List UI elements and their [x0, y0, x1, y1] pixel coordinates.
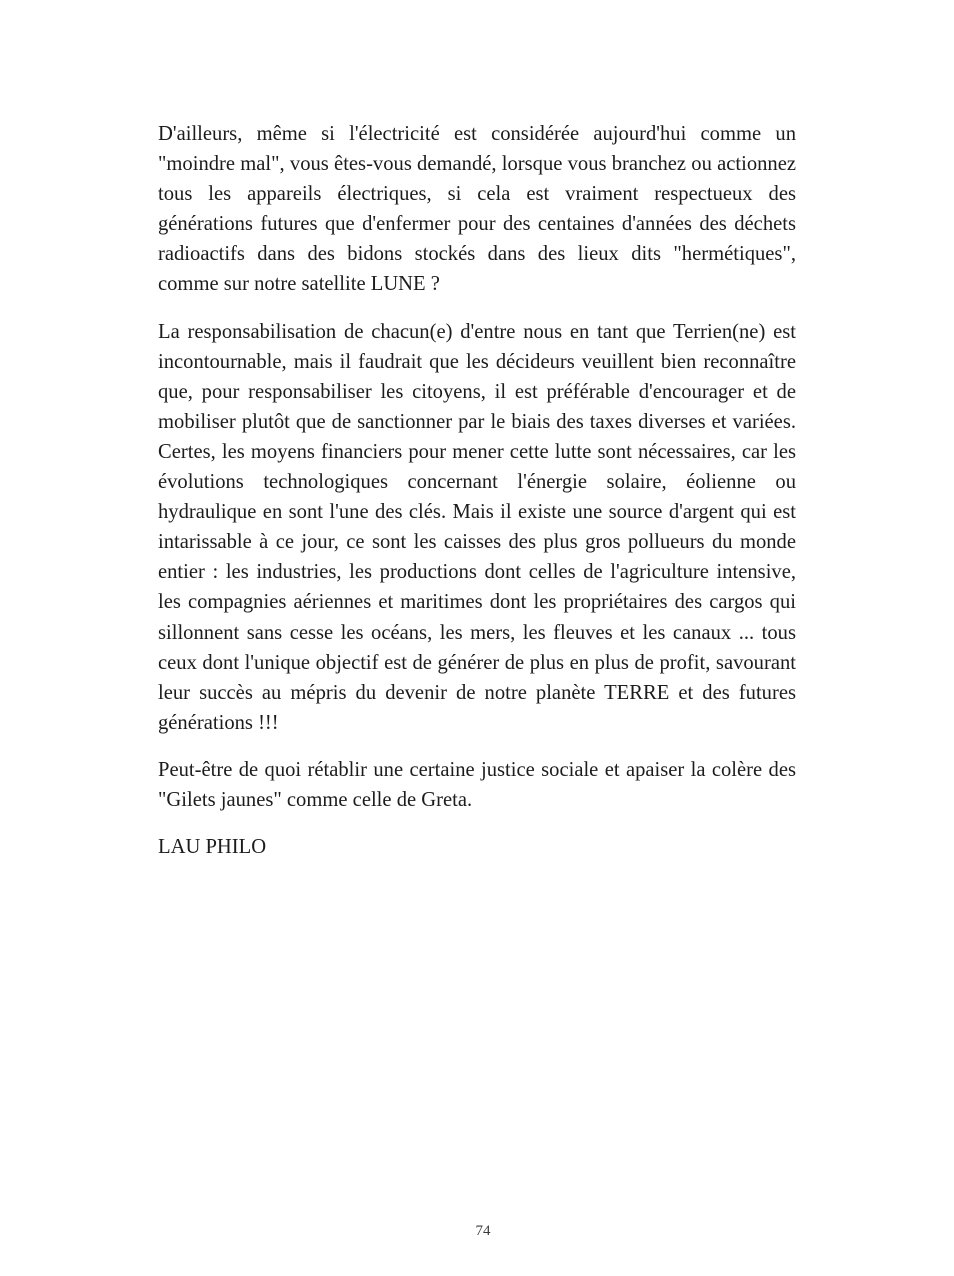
page-number: 74	[475, 1223, 491, 1239]
paragraph-electricity: D'ailleurs, même si l'électricité est considérée aujourd'hui comme un "moindre mal", vous êtes-vous demandé, lorsque vous branchez ou actionnez tous les appareils électriques, si cela est vraiment respectueux des générations futures que d'enfermer pour des centaines d'années des déchets radioactifs dans des bidons stockés dans des lieux dits "hermétiques", comme sur notre satellite LUNE ?	[158, 123, 796, 296]
paragraph-responsibility: La responsabilisation de chacun(e) d'entre nous en tant que Terrien(ne) est incontournable, mais il faudrait que les décideurs veuillent bien reconnaître que, pour responsabiliser les citoyens, il est préférable d'encourager et de mobiliser plutôt que de sanctionner par le biais des taxes diverses et variées. Certes, les moyens financiers pour mener cette lutte sont nécessaires, car les évolutions technologiques concernant l'énergie solaire, éolienne ou hydraulique en sont l'une des clés. Mais il existe une source d'argent qui est intarissable à ce jour, ce sont les caisses des plus gros pollueurs du monde entier : les industries, les productions dont celles de l'agriculture intensive, les compagnies aériennes et maritimes dont les propriétaires des cargos qui sillonnent sans cesse les océans, les mers, les fleuves et les canaux ... tous ceux dont l'unique objectif est de générer de plus en plus de profit, savourant leur succès au mépris du devenir de notre planète TERRE et des futures générations !!!	[158, 320, 796, 734]
author-signature: LAU PHILO	[158, 836, 267, 859]
paragraph-social-justice: Peut-être de quoi rétablir une certaine justice sociale et apaiser la colère des "Gilets jaunes" comme celle de Greta.	[158, 758, 796, 811]
text-body	[158, 119, 796, 879]
